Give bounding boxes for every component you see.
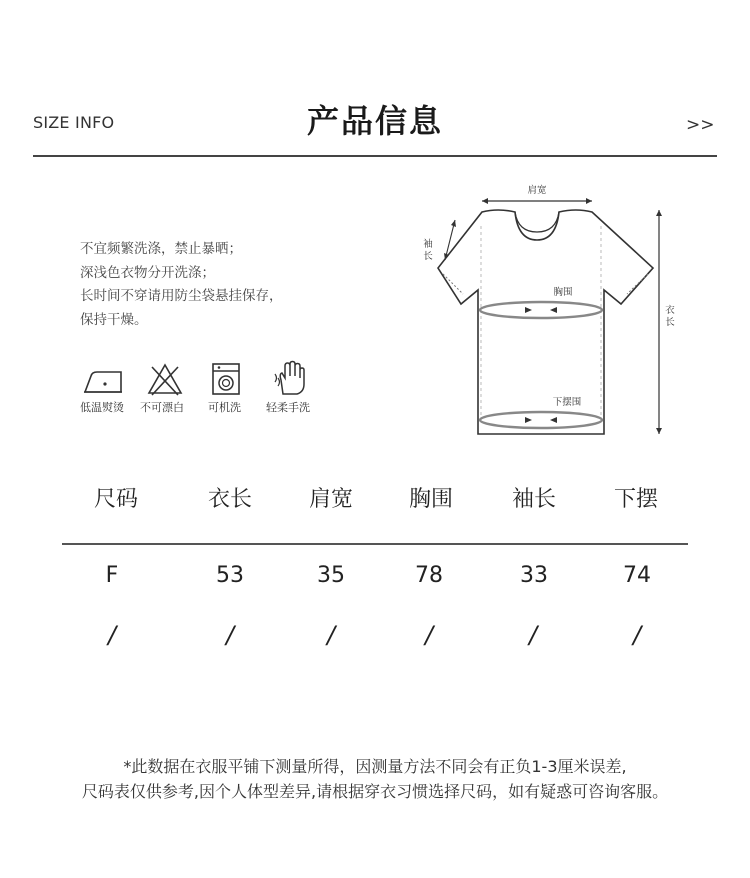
- size-info-label: SIZE INFO: [33, 113, 115, 132]
- measurement-note: *此数据在衣服平铺下测量所得，因测量方法不同会有正负1-3厘米误差,: [123, 757, 627, 776]
- size-advice-note: 尺码表仅供参考,因个人体型差异,请根据穿衣习惯选择尺码，如有疑惑可咨询客服。: [81, 782, 669, 801]
- sleeve-label-bottom: 长: [423, 251, 433, 262]
- care-instructions: [80, 238, 283, 332]
- shoulder-label: 肩宽: [527, 185, 547, 196]
- care-line: 深浅色衣物分开洗涤；: [80, 264, 215, 281]
- table-header-cell: 肩宽: [308, 487, 353, 512]
- table-cell: /: [424, 621, 434, 649]
- care-line: 不宜频繁洗涤，禁止暴晒；: [80, 241, 242, 257]
- table-cell: /: [528, 621, 538, 649]
- table-header-cell: 衣长: [207, 487, 252, 512]
- table-header-cell: 尺码: [93, 487, 138, 512]
- table-cell: 53: [216, 563, 244, 588]
- length-label-top: 衣: [665, 305, 675, 316]
- icon-label: 可机洗: [208, 401, 241, 414]
- page-title: 产品信息: [306, 102, 443, 140]
- table-cell: 35: [317, 563, 345, 588]
- table-cell: 74: [623, 563, 651, 588]
- header-divider: [33, 155, 717, 157]
- icon-label: 轻柔手洗: [266, 401, 310, 414]
- table-cell: 78: [415, 563, 443, 588]
- gentle-hand-wash-icon: [272, 356, 310, 396]
- tshirt-diagram: [415, 180, 685, 442]
- hem-label: 下摆围: [552, 397, 582, 408]
- machine-wash-icon: [210, 356, 242, 396]
- table-cell: /: [326, 621, 336, 649]
- table-header-cell: 袖长: [511, 487, 556, 512]
- no-bleach-icon: [146, 356, 184, 396]
- care-line: 保持干燥。: [80, 311, 148, 328]
- icon-label: 低温熨烫: [80, 401, 124, 414]
- table-cell: F: [105, 563, 119, 588]
- icon-label: 不可漂白: [140, 401, 184, 414]
- sleeve-label-top: 袖: [423, 239, 433, 250]
- length-label-bottom: 长: [665, 317, 675, 328]
- chest-label: 胸围: [553, 287, 573, 298]
- table-header-cell: 下摆: [613, 487, 658, 512]
- table-cell: 33: [520, 563, 548, 588]
- iron-low-heat-icon: [80, 356, 126, 396]
- table-cell: /: [107, 621, 117, 649]
- table-divider: [62, 543, 688, 545]
- table-header-cell: 胸围: [408, 487, 453, 512]
- table-cell: /: [632, 621, 642, 649]
- more-link[interactable]: >>: [686, 115, 715, 135]
- table-cell: /: [225, 621, 235, 649]
- care-line: 长时间不穿请用防尘袋悬挂保存，: [80, 288, 283, 304]
